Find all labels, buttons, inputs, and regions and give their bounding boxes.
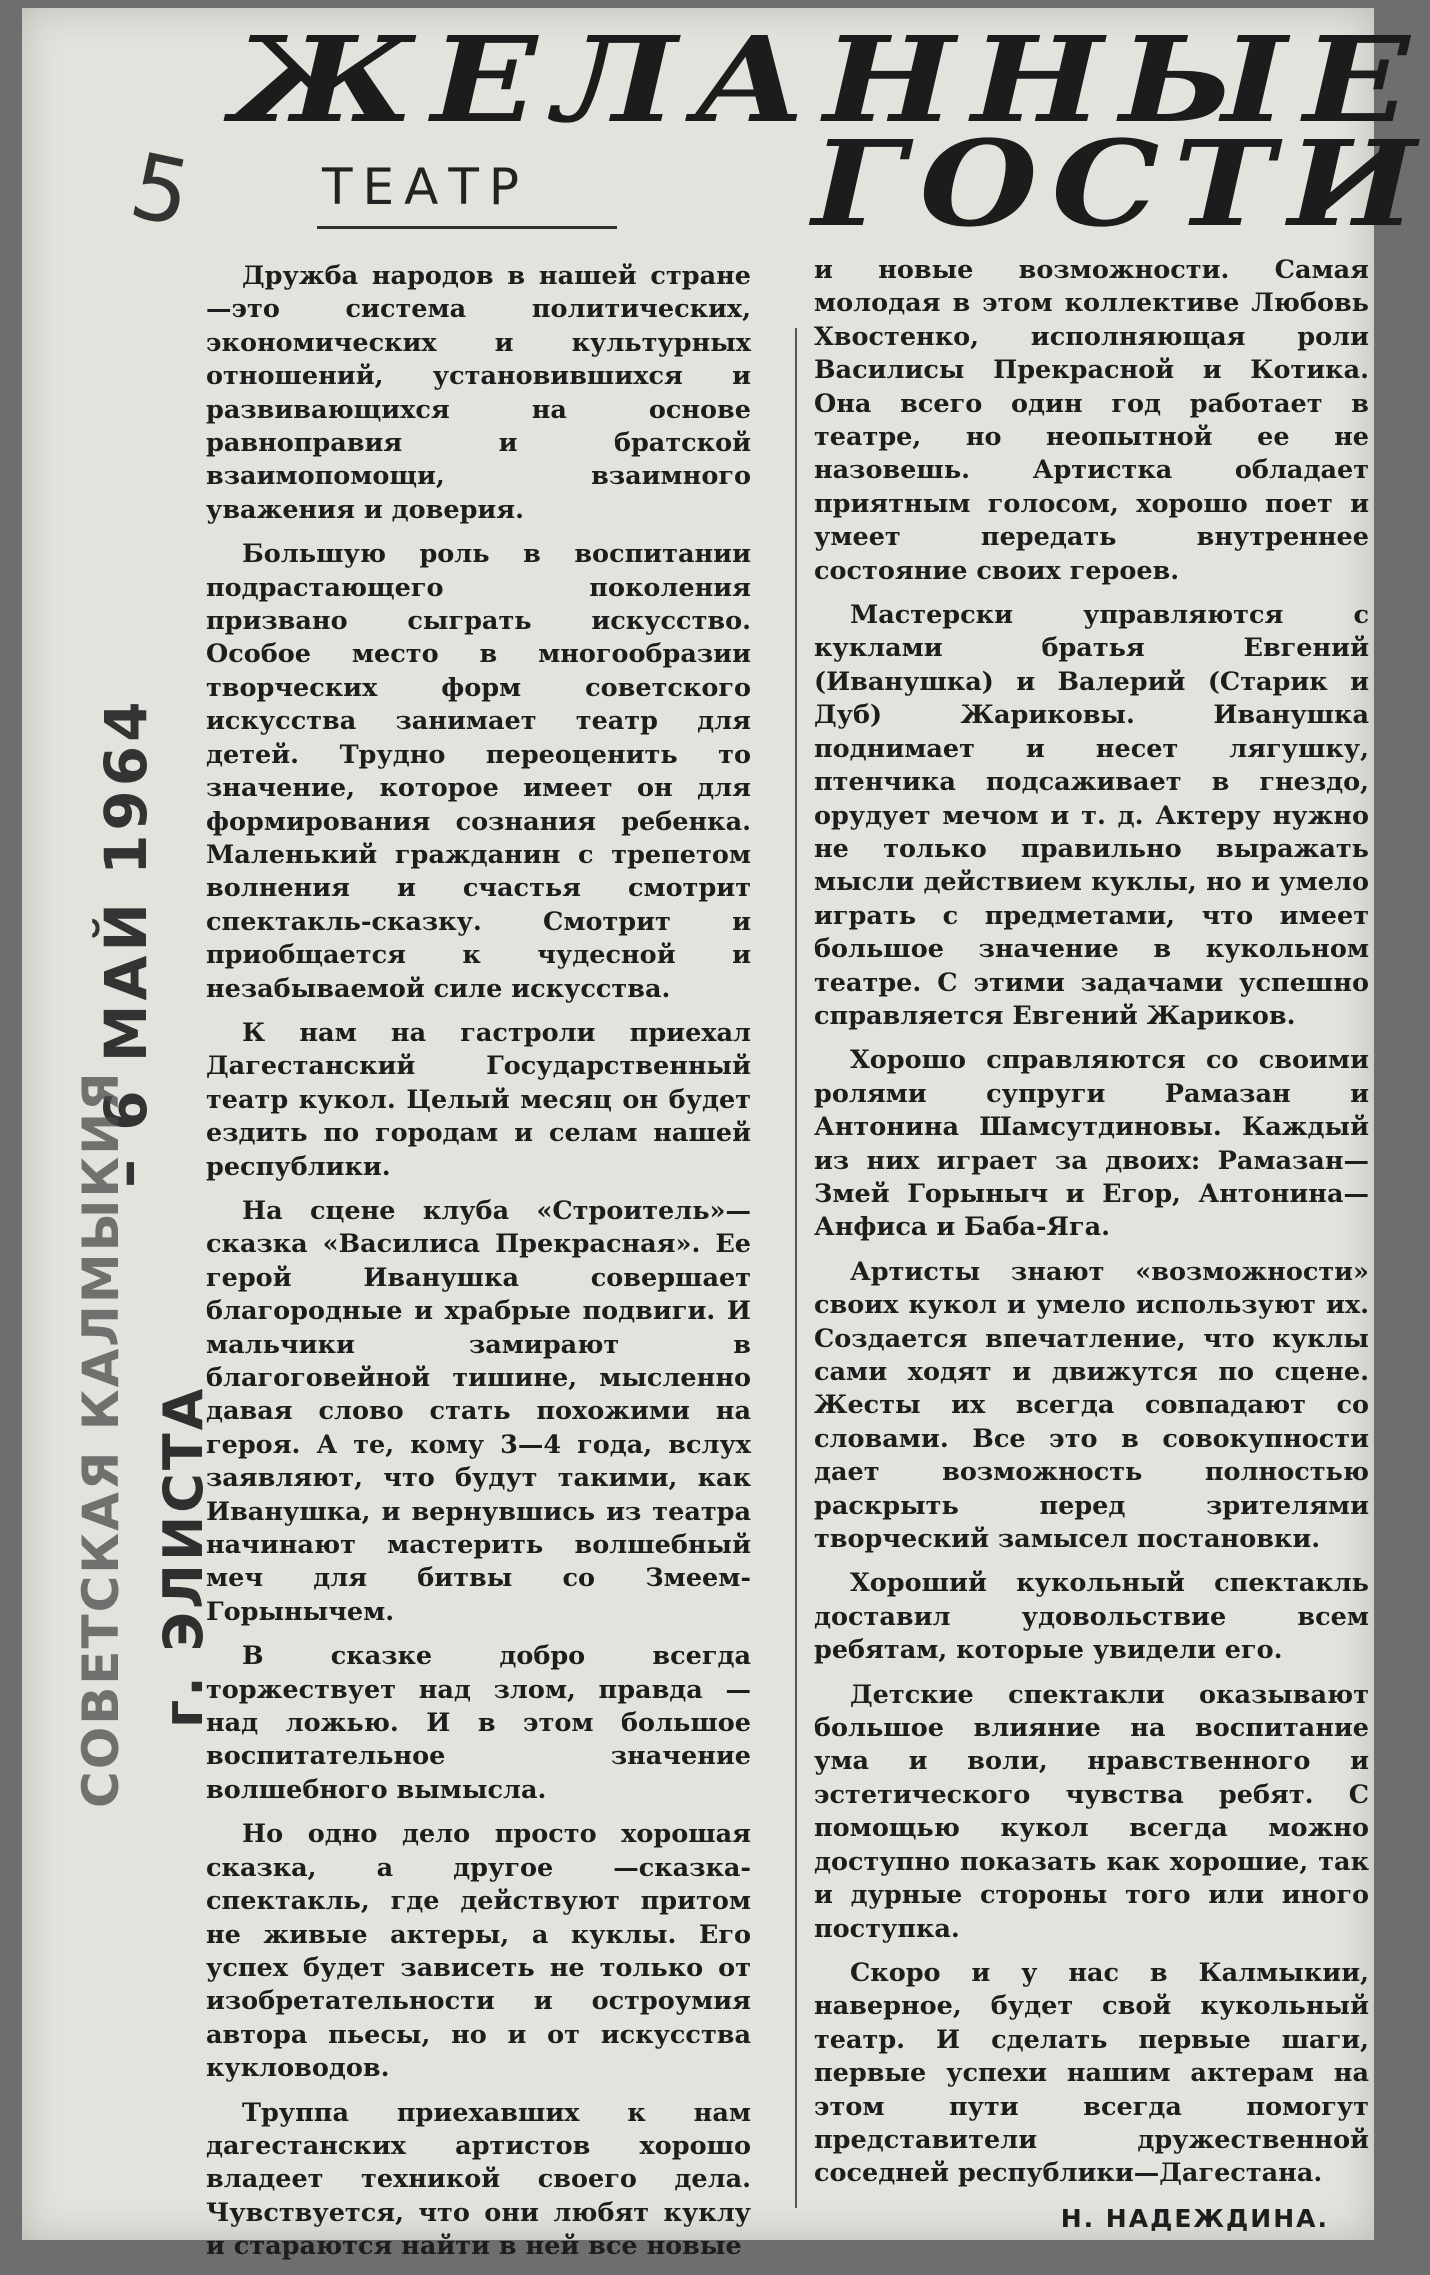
newspaper-clipping <box>22 8 1430 2262</box>
paragraph: Но одно дело просто хорошая сказка, а другое —сказка-спектакль, где действуют притом не живые актеры, а куклы. Его успех будет зависеть не только от изобретательности и остроумия автора пьесы, но и от искусства кукловодов. <box>206 1819 751 2084</box>
paragraph: Труппа приехавших к нам дагестанских артистов хорошо владеет техникой своего дела. Чувствуется, что они любят куклу и стараются найти в ней все новые <box>206 2097 751 2262</box>
paragraph: В сказке добро всегда торжествует над злом, правда — над ложью. И в этом большое воспитательное значение волшебного вымысла. <box>206 1641 751 1805</box>
section-rubric: ТЕАТР <box>322 158 530 216</box>
paragraph: К нам на гастроли приехал Дагестанский Государственный театр кукол. Целый месяц он будет ездить по городам и селам нашей республики. <box>206 1017 751 1182</box>
paragraph: На сцене клуба «Строитель»—сказка «Василиса Прекрасная». Ее герой Иванушка совершает благородные и храбрые подвиги. И мальчики замирают в благоговейной тишине, мысленно давая слово стать похожими на героя. А те, кому 3—4 года, вслух заявляют, что будут такими, как Иванушка, и вернувшись из театра начинают мастерить волшебный меч для битвы со Змеем-Горынычем. <box>206 1195 751 1627</box>
paragraph: Детские спектакли оказывают большое влияние на воспитание ума и воли, нравственного и эстетического чувства ребят. С помощью кукол всегда можно доступно показать как хорошие, так и дурные стороны того или иного поступка. <box>814 1679 1369 1944</box>
article-left-column <box>206 260 751 2275</box>
handwritten-mark: 5 <box>121 133 200 248</box>
article-right-column <box>814 254 1369 2235</box>
stamp-date: – 6 МАЙ 1964 <box>92 697 160 1188</box>
author-signature: Н. НАДЕЖДИНА. <box>1060 2203 1329 2233</box>
column-divider <box>795 328 797 2208</box>
paragraph: Большую роль в воспитании подрастающего поколения призвано сыграть искусство. Особое место в многообразии творческих форм советского искусства занимает театр для детей. Трудно переоценить то значение, которое имеет он для формирования сознания ребенка. Маленький гражданин с трепетом волнения и счастья смотрит спектакль-сказку. Смотрит и приобщается к чудесной и незабываемой силе искусства. <box>206 539 751 1004</box>
rubric-underline <box>317 226 617 229</box>
paragraph: Хорошо справляются со своими ролями супруги Рамазан и Антонина Шамсутдиновы. Каждый из них играет за двоих: Рамазан—Змей Горыныч и Егор, Антонина—Анфиса и Баба-Яга. <box>814 1045 1369 1243</box>
headline-line-1: ЖЕЛАННЫЕ <box>232 10 1427 149</box>
paragraph: Дружба народов в нашей стране—это система политических, экономических и культурных отношений, установившихся и развивающихся на основе равноправия и братской взаимопомощи, взаимного уважения и доверия. <box>206 261 751 525</box>
paragraph: Артисты знают «возможности» своих кукол и умело используют их. Создается впечатление, что куклы сами ходят и движутся по сцене. Жесты их всегда совпадают со словами. Все это в совокупности дает возможность полностью раскрыть перед зрителями творческий замысел постановки. <box>814 1256 1369 1555</box>
paragraph: и новые возможности. Самая молодая в этом коллективе Любовь Хвостенко, исполняющая роли Василисы Прекрасной и Котика. Она всего один год работает в театре, но неопытной ее не назовешь. Артистка обладает приятным голосом, хорошо поет и умеет передать внутреннее состояние своих героев. <box>814 255 1369 586</box>
paragraph: Мастерски управляются с куклами братья Евгений (Иванушка) и Валерий (Старик и Дуб) Жариковы. Иванушка поднимает и несет лягушку, птенчика подсаживает в гнездо, орудует мечом и т. д. Актеру нужно не только правильно выражать мысли действием куклы, но и умело играть с предметами, что имеет большое значение в кукольном театре. С этими задачами успешно справляется Евгений Жариков. <box>814 600 1369 1031</box>
stamp-newspaper-name: СОВЕТСКАЯ КАЛМЫКИЯ <box>72 1070 130 1808</box>
paragraph: Скоро и у нас в Калмыкии, наверное, будет свой кукольный театр. И сделать первые шаги, первые успехи нашим актерам на этом пути всегда помогут представители дружественной соседней республики—Дагестана. <box>814 1957 1369 2189</box>
headline-line-2: ГОСТИ <box>812 114 1430 253</box>
paragraph: Хороший кукольный спектакль доставил удовольствие всем ребятам, которые увидели его. <box>814 1568 1369 1666</box>
stamp-city: г. ЭЛИСТА <box>152 1385 215 1728</box>
